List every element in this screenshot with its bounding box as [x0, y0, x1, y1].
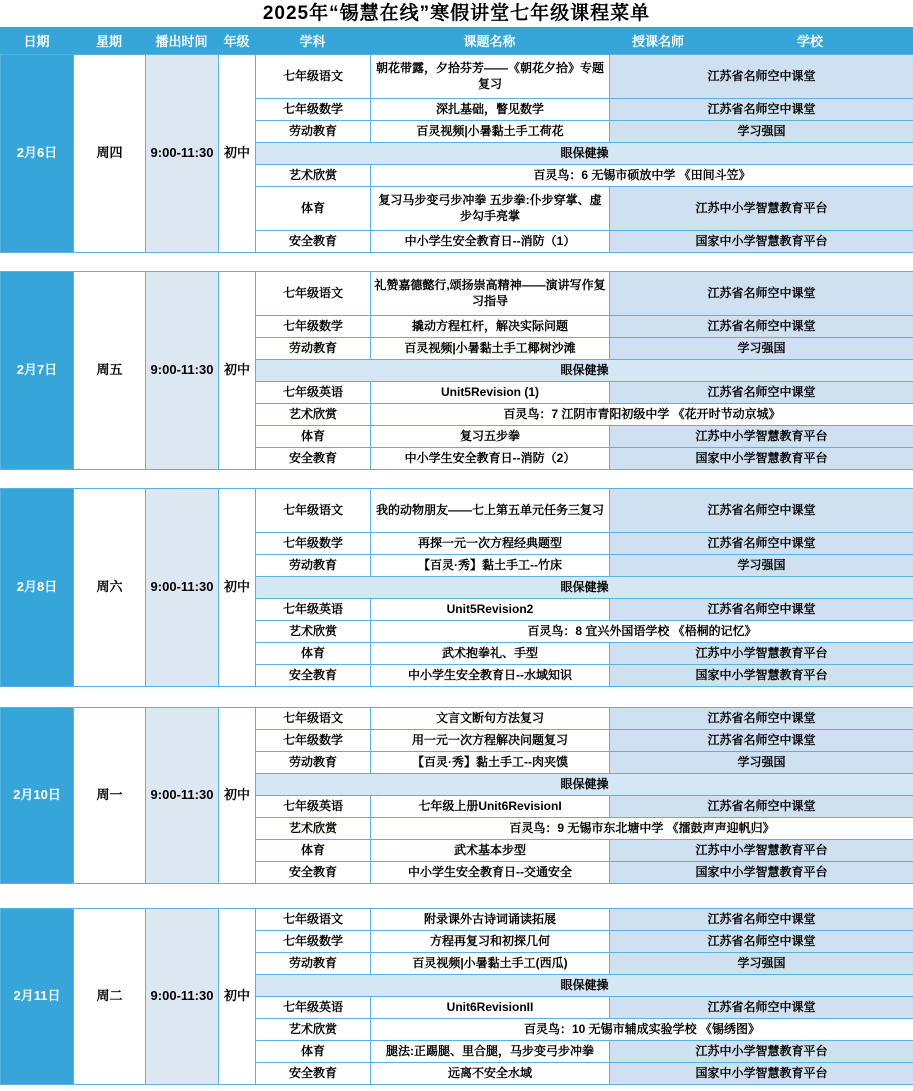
weekday-cell: 周五 [74, 272, 146, 470]
subject-cell: 劳动教育 [256, 555, 371, 577]
subject-cell: 七年级数学 [256, 316, 371, 338]
time-cell: 9:00-11:30 [146, 272, 219, 470]
subject-cell: 七年级数学 [256, 99, 371, 121]
subject-cell: 劳动教育 [256, 121, 371, 143]
schedule-row [1, 489, 913, 533]
schedule-row [1, 55, 913, 99]
course-title-cell: 【百灵·秀】黏土手工--竹床 [371, 555, 610, 577]
column-header-weekday: 星期 [95, 34, 122, 49]
course-title-cell: Unit5Revision (1) [371, 382, 610, 404]
subject-cell: 七年级语文 [256, 272, 371, 316]
course-title-cell: 【百灵·秀】黏土手工--肉夹馍 [371, 752, 610, 774]
art-appreciation-cell: 百灵鸟：6 无锡市硕放中学 《田间斗笠》 [371, 165, 913, 187]
school-cell: 江苏省名师空中课堂 [610, 796, 913, 818]
eye-exercise-cell: 眼保健操 [256, 975, 913, 997]
date-cell: 2月11日 [1, 909, 74, 1085]
school-cell: 国家中小学智慧教育平台 [610, 862, 913, 884]
school-cell: 江苏省名师空中课堂 [610, 997, 913, 1019]
course-title-cell: 文言文断句方法复习 [371, 708, 610, 730]
schedule-block [0, 908, 913, 1085]
subject-cell: 七年级数学 [256, 533, 371, 555]
schedule-blocks [0, 54, 913, 1085]
time-cell: 9:00-11:30 [146, 55, 219, 253]
school-cell: 国家中小学智慧教育平台 [610, 665, 913, 687]
course-title-cell: 附录课外古诗词诵读拓展 [371, 909, 610, 931]
school-cell: 国家中小学智慧教育平台 [610, 231, 913, 253]
time-cell: 9:00-11:30 [146, 708, 219, 884]
grade-cell: 初中 [219, 55, 256, 253]
date-cell: 2月8日 [1, 489, 74, 687]
school-cell: 江苏省名师空中课堂 [610, 489, 913, 533]
schedule-row [1, 909, 913, 931]
course-title-cell: 撬动方程杠杆，解决实际问题 [371, 316, 610, 338]
grade-cell: 初中 [219, 489, 256, 687]
school-cell: 江苏中小学智慧教育平台 [610, 187, 913, 231]
grade-cell: 初中 [219, 708, 256, 884]
subject-cell: 七年级英语 [256, 997, 371, 1019]
eye-exercise-cell: 眼保健操 [256, 577, 913, 599]
school-cell: 江苏省名师空中课堂 [610, 599, 913, 621]
subject-cell: 体育 [256, 840, 371, 862]
date-cell: 2月7日 [1, 272, 74, 470]
subject-cell: 七年级数学 [256, 931, 371, 953]
subject-cell: 艺术欣赏 [256, 404, 371, 426]
art-appreciation-cell: 百灵鸟：7 江阴市青阳初级中学 《花开时节动京城》 [371, 404, 913, 426]
schedule-row [1, 708, 913, 730]
schedule-block [0, 271, 913, 470]
subject-cell: 七年级英语 [256, 382, 371, 404]
art-appreciation-cell: 百灵鸟：10 无锡市辅成实验学校 《锡绣图》 [371, 1019, 913, 1041]
subject-cell: 七年级语文 [256, 909, 371, 931]
course-title-cell: 百灵视频|小暑黏土手工椰树沙滩 [371, 338, 610, 360]
subject-cell: 体育 [256, 643, 371, 665]
subject-cell: 七年级语文 [256, 489, 371, 533]
school-cell: 学习强国 [610, 953, 913, 975]
school-cell: 江苏省名师空中课堂 [610, 99, 913, 121]
column-header-course-title: 课题名称 [463, 34, 516, 49]
schedule-block [0, 707, 913, 884]
subject-cell: 安全教育 [256, 231, 371, 253]
time-cell: 9:00-11:30 [146, 489, 219, 687]
subject-cell: 七年级语文 [256, 55, 371, 99]
school-cell: 学习强国 [610, 338, 913, 360]
art-appreciation-cell: 百灵鸟：8 宜兴外国语学校 《梧桐的记忆》 [371, 621, 913, 643]
eye-exercise-cell: 眼保健操 [256, 360, 913, 382]
course-title-cell: 百灵视频|小暑黏土手工荷花 [371, 121, 610, 143]
subject-cell: 劳动教育 [256, 338, 371, 360]
course-title-cell: 方程再复习和初探几何 [371, 931, 610, 953]
school-cell: 江苏中小学智慧教育平台 [610, 1041, 913, 1063]
school-cell: 江苏省名师空中课堂 [610, 730, 913, 752]
subject-cell: 艺术欣赏 [256, 818, 371, 840]
school-cell: 江苏中小学智慧教育平台 [610, 426, 913, 448]
course-title-cell: 朝花带露，夕拾芬芳——《朝花夕拾》专题复习 [371, 55, 610, 99]
weekday-cell: 周六 [74, 489, 146, 687]
subject-cell: 艺术欣赏 [256, 621, 371, 643]
subject-cell: 劳动教育 [256, 752, 371, 774]
subject-cell: 安全教育 [256, 862, 371, 884]
column-header-date: 日期 [23, 34, 50, 49]
column-header-subject: 学科 [299, 34, 326, 49]
subject-cell: 艺术欣赏 [256, 165, 371, 187]
course-title-cell: 武术抱拳礼、手型 [371, 643, 610, 665]
course-title-cell: Unit6RevisionII [371, 997, 610, 1019]
course-title-cell: 中小学生安全教育日--水域知识 [371, 665, 610, 687]
course-title-cell: 武术基本步型 [371, 840, 610, 862]
course-title-cell: 礼赞嘉德懿行,颂扬崇高精神——演讲写作复习指导 [371, 272, 610, 316]
subject-cell: 七年级英语 [256, 599, 371, 621]
eye-exercise-cell: 眼保健操 [256, 774, 913, 796]
schedule-row [1, 272, 913, 316]
date-cell: 2月6日 [1, 55, 74, 253]
school-cell: 江苏省名师空中课堂 [610, 272, 913, 316]
course-title-cell: 我的动物朋友——七上第五单元任务三复习 [371, 489, 610, 533]
school-cell: 江苏省名师空中课堂 [610, 533, 913, 555]
school-cell: 江苏省名师空中课堂 [610, 931, 913, 953]
subject-cell: 体育 [256, 187, 371, 231]
eye-exercise-cell: 眼保健操 [256, 143, 913, 165]
course-title-cell: 远离不安全水域 [371, 1063, 610, 1085]
course-title-cell: 复习五步拳 [371, 426, 610, 448]
column-header-teacher: 授课名师 [631, 34, 684, 49]
date-cell: 2月10日 [1, 708, 74, 884]
course-title-cell: 中小学生安全教育日--消防（2） [371, 448, 610, 470]
subject-cell: 安全教育 [256, 665, 371, 687]
subject-cell: 安全教育 [256, 1063, 371, 1085]
school-cell: 江苏省名师空中课堂 [610, 316, 913, 338]
subject-cell: 七年级数学 [256, 730, 371, 752]
schedule-block [0, 54, 913, 253]
column-header-school: 学校 [796, 34, 823, 49]
subject-cell: 劳动教育 [256, 953, 371, 975]
school-cell: 江苏省名师空中课堂 [610, 909, 913, 931]
subject-cell: 体育 [256, 1041, 371, 1063]
school-cell: 江苏省名师空中课堂 [610, 382, 913, 404]
course-title-cell: 腿法:正踢腿、里合腿，马步变弓步冲拳 [371, 1041, 610, 1063]
course-title-cell: 中小学生安全教育日--消防（1） [371, 231, 610, 253]
subject-cell: 七年级语文 [256, 708, 371, 730]
table-header-row [0, 27, 913, 54]
art-appreciation-cell: 百灵鸟：9 无锡市东北塘中学 《擂鼓声声迎帆归》 [371, 818, 913, 840]
weekday-cell: 周一 [74, 708, 146, 884]
page-title: 2025年“锡慧在线”寒假讲堂七年级课程菜单 [262, 3, 651, 24]
weekday-cell: 周二 [74, 909, 146, 1085]
column-header-grade: 年级 [223, 34, 250, 49]
course-title-cell: 中小学生安全教育日--交通安全 [371, 862, 610, 884]
subject-cell: 艺术欣赏 [256, 1019, 371, 1041]
schedule-block [0, 488, 913, 687]
subject-cell: 安全教育 [256, 448, 371, 470]
school-cell: 学习强国 [610, 121, 913, 143]
weekday-cell: 周四 [74, 55, 146, 253]
grade-cell: 初中 [219, 909, 256, 1085]
course-title-cell: 百灵视频|小暑黏土手工(西瓜) [371, 953, 610, 975]
course-title-cell: 再探一元一次方程经典题型 [371, 533, 610, 555]
school-cell: 江苏省名师空中课堂 [610, 55, 913, 99]
school-cell: 学习强国 [610, 752, 913, 774]
column-header-time: 播出时间 [155, 34, 208, 49]
course-title-cell: 深扎基础，瞥见数学 [371, 99, 610, 121]
course-title-cell: Unit5Revision2 [371, 599, 610, 621]
school-cell: 学习强国 [610, 555, 913, 577]
time-cell: 9:00-11:30 [146, 909, 219, 1085]
school-cell: 江苏省名师空中课堂 [610, 708, 913, 730]
course-title-cell: 用一元一次方程解决问题复习 [371, 730, 610, 752]
grade-cell: 初中 [219, 272, 256, 470]
school-cell: 江苏中小学智慧教育平台 [610, 840, 913, 862]
school-cell: 江苏中小学智慧教育平台 [610, 643, 913, 665]
subject-cell: 体育 [256, 426, 371, 448]
course-title-cell: 复习马步变弓步冲拳 五步拳:仆步穿掌、虚步勾手亮掌 [371, 187, 610, 231]
course-title-cell: 七年级上册Unit6RevisionI [371, 796, 610, 818]
school-cell: 国家中小学智慧教育平台 [610, 1063, 913, 1085]
subject-cell: 七年级英语 [256, 796, 371, 818]
school-cell: 国家中小学智慧教育平台 [610, 448, 913, 470]
